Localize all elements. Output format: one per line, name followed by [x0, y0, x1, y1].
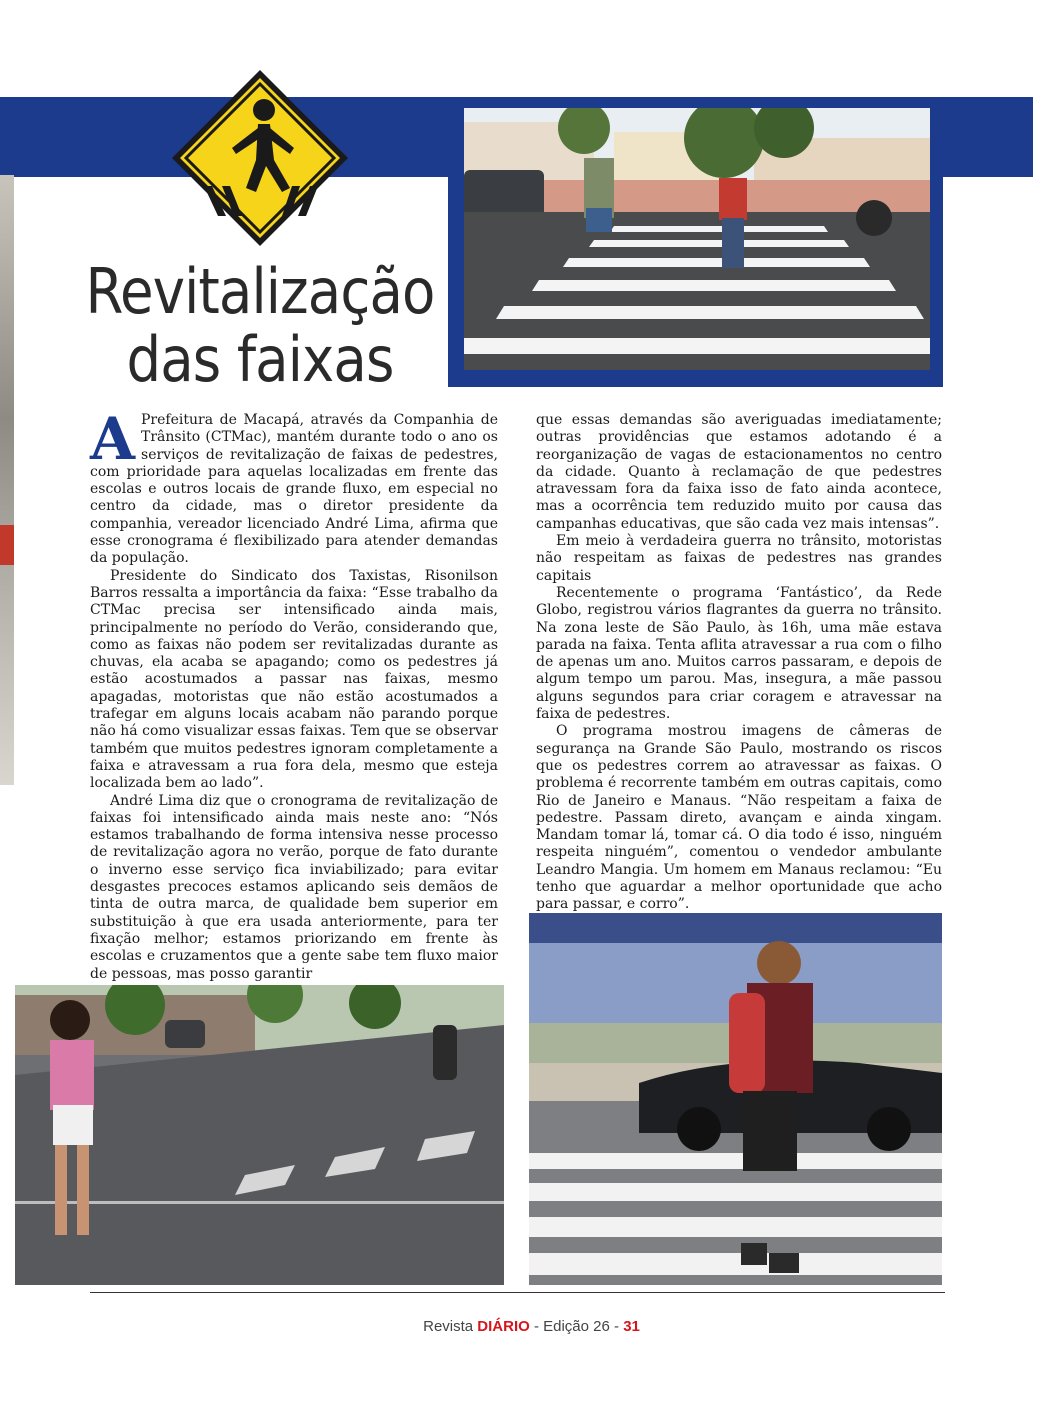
left-edge-photo [0, 175, 14, 785]
page-footer [0, 1318, 1063, 1335]
paragraph-6: Recentemente o programa ‘Fantástico’, da Rede Globo, registrou vários flagrantes da guerra no trânsito. Na zona leste de São Paulo, às 16h, uma mãe estava parada na faixa. Tenta aflita atravessar a rua com o filho de apenas um ano. Muitos carros passaram, e depois de algum tempo um parou. Mas, insegura, a mãe passou alguns segundos para criar coragem e atravessar na faixa de pedestres. [536, 584, 942, 723]
article-title [84, 255, 436, 396]
bottom-left-photo [15, 985, 504, 1285]
drop-cap: A [90, 405, 136, 473]
paragraph-2: Presidente do Sindicato dos Taxistas, Risonilson Barros ressalta a importância da faixa: “Esse trabalho da CTMac precisa ser intensificado ainda mais, principalmente no período do Verão, considerando que, como as faixas não podem ser revitalizadas durante as chuvas, ela acaba se apagando; como os pedestres já estão acostumados a passar nas faixas, mesmo apagadas, motoristas que não estão acostumados a trafegar em alguns locais acabam não parando porque não há como visualizar essas faixas. Tem que se observar também que muitos pedestres ignoram completamente a faixa e atravessam a rua fora dela, mesmo que esteja localizada bem ao lado”. [90, 567, 498, 792]
title-line-2: das faixas [126, 323, 394, 396]
pedestrian-crossing-sign-icon [170, 68, 350, 248]
paragraph-3: André Lima diz que o cronograma de revitalização de faixas foi intensificado ainda mais neste ano: “Nós estamos trabalhando de forma intensiva nesse processo de revitalização agora no verão, porque de fato durante o inverno esse serviço fica inviabilizado; para evitar desgastes precoces estamos aplicando seis demãos de tinta de outra marca, de qualidade bem superior em substituição à que era usada anteriormente, para ter fixação melhor; estamos priorizando em frente às escolas e cruzamentos que a gente sabe tem fluxo maior de pessoas, mas posso garantir [90, 792, 498, 982]
article-column-2 [536, 412, 942, 914]
paragraph-1: A Prefeitura de Macapá, através da Companhia de Trânsito (CTMac), mantém durante todo o ano os serviços de revitalização de faixas de pedestres, com prioridade para aquelas localizadas em frente das escolas e outros locais de grande fluxo, em especial no centro da cidade, mas o diretor presidente da companhia, vereador licenciado André Lima, afirma que esse cronograma é flexibilizado para atender demandas da população. [90, 405, 498, 567]
footer-prefix: Revista [423, 1318, 478, 1335]
footer-rule [90, 1292, 945, 1293]
paragraph-4: que essas demandas são averiguadas imediatamente; outras providências que estamos adotando é a reorganização de vagas de estacionamentos no centro da cidade. Quanto à reclamação de que pedestres atravessam fora da faixa isso de fato ainda acontece, mas a ocorrência tem reduzido muito por causa das campanhas educativas, que são cada vez mais intensas”. [536, 412, 942, 532]
article-column-1 [90, 405, 498, 983]
footer-edition: - Edição 26 - [529, 1318, 624, 1335]
page-number: 31 [623, 1318, 640, 1335]
paragraph-7: O programa mostrou imagens de câmeras de segurança na Grande São Paulo, mostrando os riscos que os pedestres correm ao atravessar as faixas. O problema é recorrente também em outras capitais, como Rio de Janeiro e Manaus. “Não respeitam a faixa de pedestre. Passam direto, avançam e ainda xingam. Mandam tomar lá, tomar cá. O dia todo é isso, ninguém respeita ninguém”, comentou o vendedor ambulante Leandro Mangia. Um homem em Manaus reclamou: “Eu tenho que aguardar a melhor oportunidade que acho para passar, e corro”. [536, 723, 942, 913]
title-line-1: Revitalização [85, 255, 435, 328]
paragraph-5: Em meio à verdadeira guerra no trânsito, motoristas não respeitam as faixas de pedestres nas grandes capitais [536, 533, 942, 584]
top-photo-crosswalk [464, 108, 930, 370]
footer-brand: DIÁRIO [477, 1318, 530, 1335]
bottom-right-photo [529, 913, 942, 1285]
